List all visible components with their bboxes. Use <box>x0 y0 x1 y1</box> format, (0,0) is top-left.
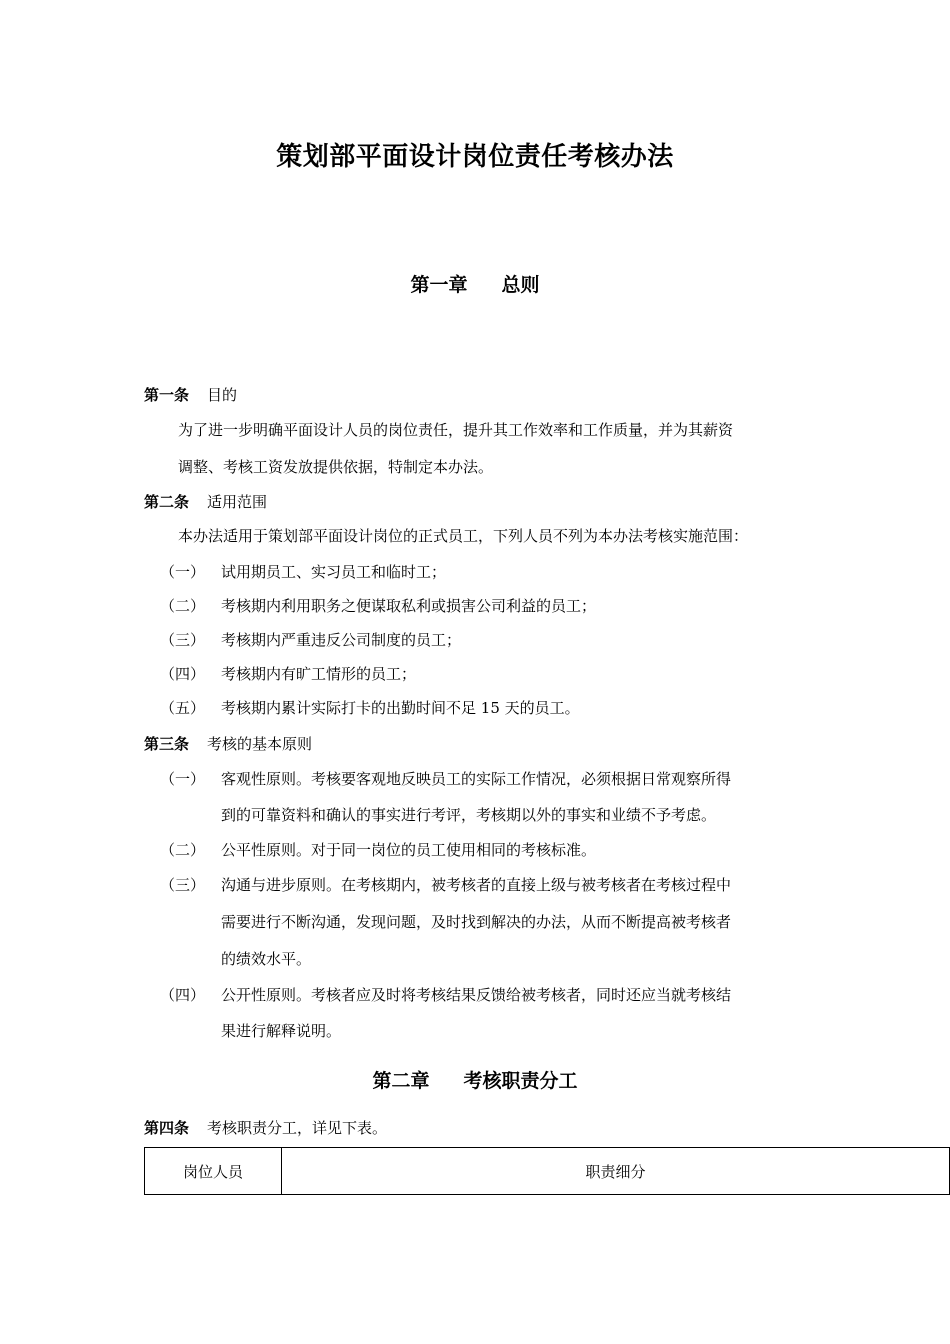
article-2-item-2-text: 考核期内利用职务之便谋取私利或损害公司利益的员工； <box>221 597 597 615</box>
article-3-number: 第三条 <box>144 735 190 753</box>
article-2-name: 适用范围 <box>207 493 268 511</box>
article-2-item-1-text: 试用期员工、实习员工和临时工； <box>221 563 447 581</box>
table-header-row <box>145 1148 950 1195</box>
article-2-intro: 本办法适用于策划部平面设计岗位的正式员工，下列人员不列为本办法考核实施范围： <box>178 527 749 545</box>
article-3-item-3-number: （三） <box>160 876 206 894</box>
article-1-name: 目的 <box>207 386 238 404</box>
article-3-item-1-line-1: 客观性原则。考核要客观地反映员工的实际工作情况，必须根据日常观察所得 <box>221 770 732 788</box>
article-1-line-2: 调整、考核工资发放提供依据，特制定本办法。 <box>178 458 494 476</box>
article-3-item-4-line-2: 果进行解释说明。 <box>221 1022 342 1040</box>
article-1-line-1: 为了进一步明确平面设计人员的岗位责任，提升其工作效率和工作质量，并为其薪资 <box>178 421 734 439</box>
article-3-item-1-number: （一） <box>160 770 206 788</box>
article-3-item-3-line-1: 沟通与进步原则。在考核期内，被考核者的直接上级与被考核者在考核过程中 <box>221 876 732 894</box>
article-3-item-2-number: （二） <box>160 841 206 859</box>
article-3-item-1-line-2: 到的可靠资料和确认的事实进行考评，考核期以外的事实和业绩不予考虑。 <box>221 806 717 824</box>
article-3-item-3-line-2: 需要进行不断沟通，发现问题，及时找到解决的办法，从而不断提高被考核者 <box>221 913 732 931</box>
article-2-item-5-text: 考核期内累计实际打卡的出勤时间不足 15 天的员工。 <box>221 699 580 717</box>
document-title: 策划部平面设计岗位责任考核办法 <box>276 142 674 172</box>
article-3-heading <box>144 733 312 754</box>
article-2-item-4-text: 考核期内有旷工情形的员工； <box>221 665 417 683</box>
article-4-heading <box>144 1117 387 1138</box>
chapter-2-heading <box>0 1066 950 1093</box>
table-header-position: 岗位人员 <box>145 1148 282 1195</box>
table-header-duties: 职责细分 <box>282 1148 950 1195</box>
chapter-2-label: 第二章 <box>372 1070 430 1092</box>
article-3-item-4-line-1: 公开性原则。考核者应及时将考核结果反馈给被考核者，同时还应当就考核结 <box>221 986 732 1004</box>
article-2-item-3-number: （三） <box>160 631 206 649</box>
duty-table <box>144 1147 950 1195</box>
article-2-item-5-number: （五） <box>160 699 206 717</box>
article-1-heading <box>144 384 237 405</box>
article-4-name: 考核职责分工，详见下表。 <box>207 1119 388 1137</box>
article-2-item-2-number: （二） <box>160 597 206 615</box>
article-2-item-3-text: 考核期内严重违反公司制度的员工； <box>221 631 462 649</box>
article-3-item-3-line-3: 的绩效水平。 <box>221 950 312 968</box>
article-3-name: 考核的基本原则 <box>207 735 313 753</box>
article-3-item-4-number: （四） <box>160 986 206 1004</box>
chapter-1-label: 第一章 <box>410 274 468 296</box>
article-3-item-2-line-1: 公平性原则。对于同一岗位的员工使用相同的考核标准。 <box>221 841 597 859</box>
article-2-heading <box>144 491 267 512</box>
article-2-item-1-number: （一） <box>160 563 206 581</box>
article-2-item-4-number: （四） <box>160 665 206 683</box>
chapter-1-heading <box>0 270 950 297</box>
article-1-number: 第一条 <box>144 386 190 404</box>
chapter-2-name: 考核职责分工 <box>463 1070 578 1092</box>
article-4-number: 第四条 <box>144 1119 190 1137</box>
article-2-number: 第二条 <box>144 493 190 511</box>
chapter-1-name: 总则 <box>501 274 540 296</box>
